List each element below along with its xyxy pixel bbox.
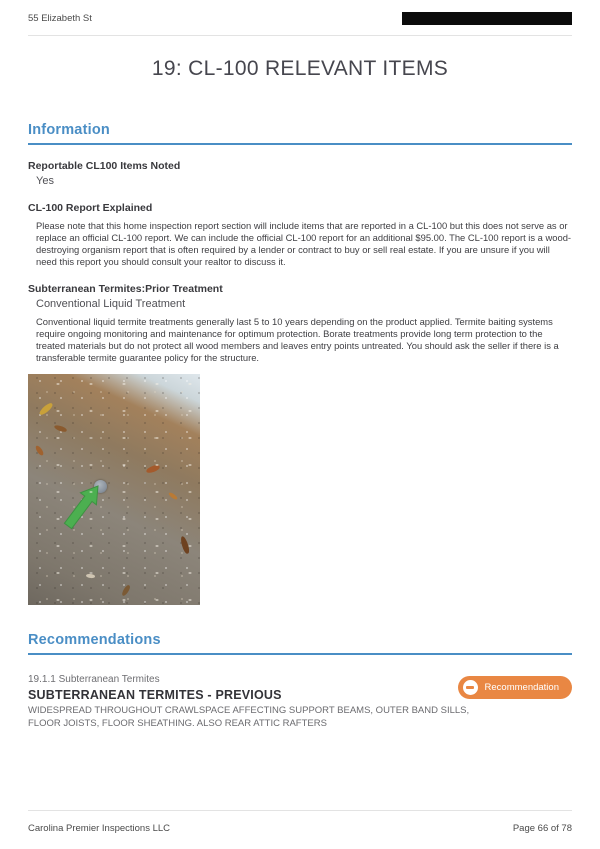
field-label: CL-100 Report Explained: [28, 202, 153, 214]
footer-company: Carolina Premier Inspections LLC: [28, 823, 171, 834]
page-title: 19: CL-100 RELEVANT ITEMS: [151, 57, 449, 80]
redacted-text-bar: [402, 12, 572, 25]
leaf-debris: [54, 424, 68, 434]
field-label: Subterranean Termites:Prior Treatment: [28, 283, 223, 296]
page-header: [28, 10, 572, 25]
leaf-debris: [168, 492, 178, 501]
information-section-heading: Information: [28, 122, 572, 145]
recommendation-title: SUBTERRANEAN TERMITES - PREVIOUS: [28, 688, 282, 703]
field-paragraph: Please note that this home inspection report section will include items that are reported in a CL-100 but this does not serve as or replace an official CL-100 report. We can include the official CL-100 report for an additional $95.00. The CL-100 report is a wood-destroying organism report that is often required by a lender or contract to buy or sell real estate. If you are unsure if you will need this report you should consult your realtor to discuss it.: [36, 220, 572, 268]
badge-label: Recommendation: [484, 682, 559, 694]
recommendation-ref: 19.1.1 Subterranean Termites: [28, 674, 160, 686]
minus-icon: [463, 680, 478, 695]
recommendation-text-block: [28, 674, 282, 702]
inspection-photo: [28, 374, 200, 605]
field-paragraph: Conventional liquid termite treatments generally last 5 to 10 years depending on the product applied. Termite baiting systems require ongoing monitoring and maintenance for optimum protection. Borate treatments provide long term protection to the treated materials but do not protect all wood members and leaves entry points untreated. You should ask the seller if there is a transferable termite guarantee policy for the structure.: [36, 316, 559, 364]
footer-page-number: Page 66 of 78: [512, 823, 572, 834]
leaf-debris: [38, 402, 54, 417]
recommendation-description: WIDESPREAD THROUGHOUT CRAWLSPACE AFFECTING SUPPORT BEAMS, OUTER BAND SILLS, FLOOR JOISTS, FLOOR SHEATHING. ALSO REAR ATTIC RAFTERS: [28, 705, 470, 729]
recommendation-badge: [458, 676, 572, 699]
leaf-debris: [121, 584, 132, 597]
leaf-debris: [180, 536, 190, 555]
leaf-debris: [86, 573, 96, 579]
field-label: Reportable CL100 Items Noted: [28, 160, 181, 172]
field-value: Conventional Liquid Treatment: [36, 298, 186, 311]
page-footer: [28, 810, 572, 834]
field-report-explained: [28, 202, 572, 268]
property-address: 55 Elizabeth St: [28, 13, 92, 24]
green-arrow-icon: [56, 478, 116, 538]
leaf-debris: [145, 464, 160, 474]
field-reportable-items: [28, 160, 572, 187]
recommendation-item: [28, 674, 572, 730]
recommendations-section-heading: Recommendations: [28, 632, 572, 655]
header-divider: [28, 35, 572, 36]
field-termites-prior-treatment: [28, 283, 572, 364]
leaf-debris: [35, 445, 45, 457]
field-value: Yes: [36, 175, 54, 187]
